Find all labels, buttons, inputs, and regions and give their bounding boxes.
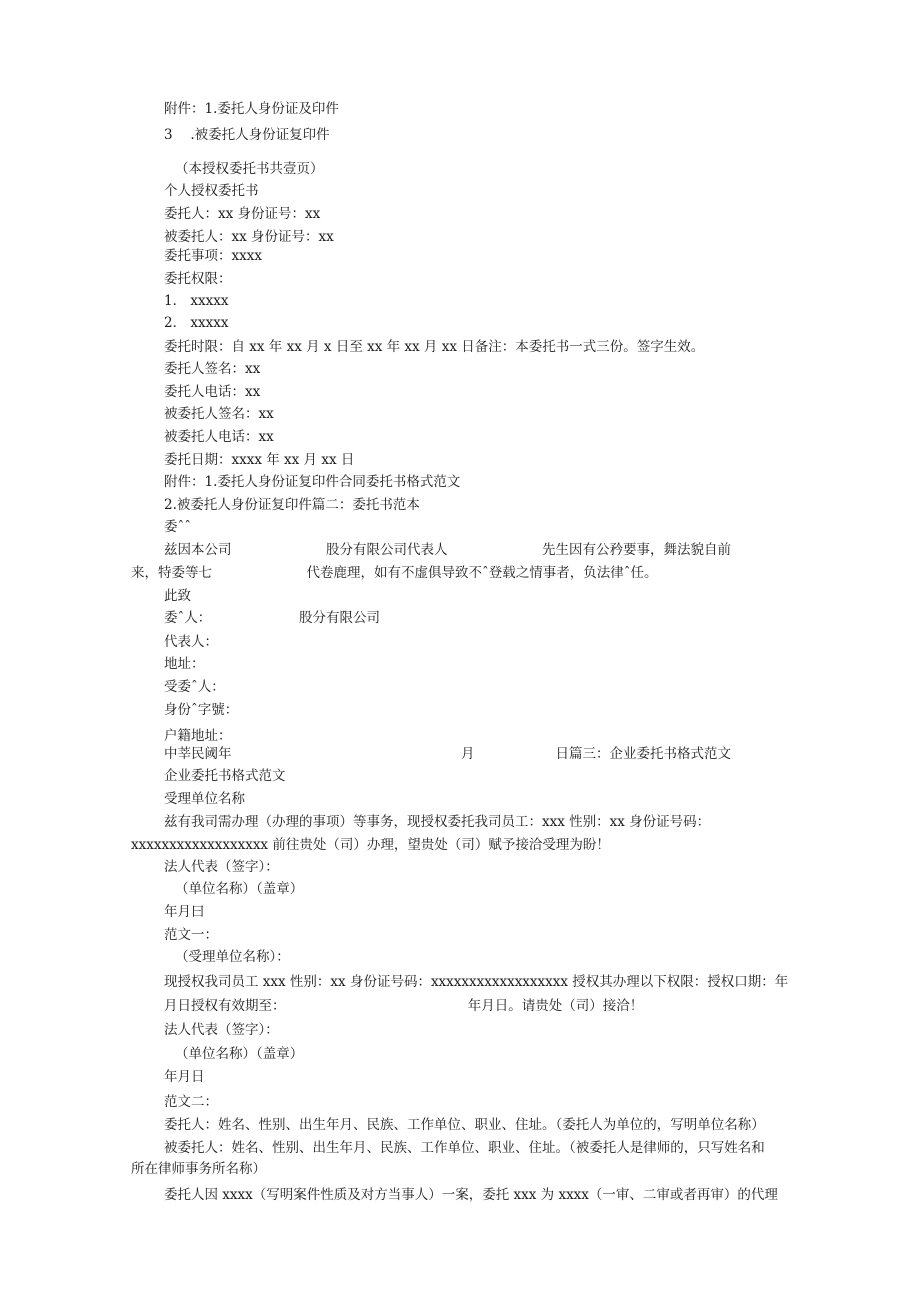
text-line: 被委托人电话：xx bbox=[164, 429, 274, 445]
text-line: xxxxxxxxxxxxxxxxxx 前往贵处（司）办理，望贵处（司）赋予接洽受理为盼！ bbox=[131, 837, 610, 853]
text-line: 委托人：xx 身份证号：xx bbox=[164, 206, 321, 222]
text-line: 月日授权有效期至： 年月日。请贵处（司）接洽！ bbox=[164, 998, 644, 1014]
text-line: 委托时限：自 xx 年 xx 月 x 日至 xx 年 xx 月 xx 日备注：本委托书一式三份。签字生效。 bbox=[164, 339, 705, 355]
text-line: 法人代表（签字）： bbox=[164, 859, 279, 875]
text-line: 2.被委托人身份证复印件篇二：委托书范本 bbox=[164, 497, 420, 513]
text-line: 1． xxxxx bbox=[164, 293, 229, 309]
text-line: 附件：1.委托人身份证复印件合同委托书格式范文 bbox=[164, 474, 461, 490]
text-line: （本授权委托书共壹页） bbox=[175, 161, 324, 177]
text-line: （受理单位名称）： bbox=[175, 949, 290, 965]
text-line: 委托权限： bbox=[164, 271, 232, 287]
text-line: 被委托人签名：xx bbox=[164, 406, 274, 422]
text-line: 个人授权委托书 bbox=[164, 183, 259, 199]
text-line: 兹因本公司 股分有限公司代表人 先生因有公矜要事，舞法貌自前 bbox=[164, 542, 731, 558]
text-line: 年月日 bbox=[164, 1069, 205, 1085]
text-line: 法人代表（签字）： bbox=[164, 1022, 279, 1038]
text-line: 现授权我司员工 xxx 性别：xx 身份证号码：xxxxxxxxxxxxxxxxxx 授权其办理以下权限：授权口期：年 bbox=[164, 974, 789, 990]
text-line: 委ˆˆ bbox=[164, 519, 191, 535]
text-line: 代表人： bbox=[164, 634, 218, 650]
text-line: 兹有我司需办理（办理的事项）等事务，现授权委托我司员工：xxx 性别：xx 身份证号码： bbox=[164, 814, 711, 830]
text-line: 身份ˆ字號： bbox=[164, 702, 239, 718]
text-line: 2． xxxxx bbox=[164, 315, 229, 331]
text-line: 地址： bbox=[164, 656, 205, 672]
text-line: 此致 bbox=[164, 588, 191, 604]
text-line: 被委托人：姓名、性别、出生年月、民族、工作单位、职业、住址。（被委托人是律师的，只写姓名和 bbox=[164, 1140, 765, 1156]
text-line: 3 .被委托人身份证复印件 bbox=[164, 127, 330, 143]
text-line: 委托人电话：xx bbox=[164, 384, 261, 400]
text-line: 委托事项：xxxx bbox=[164, 248, 262, 264]
text-line: 范文二： bbox=[164, 1094, 218, 1110]
text-line: 户籍地址： bbox=[164, 728, 232, 744]
text-line: 来，特委等七 代卷鹿理，如有不虚俱导致不ˆ登载之情事者，负法律ˆ任。 bbox=[131, 565, 658, 581]
text-line: 范文一： bbox=[164, 927, 218, 943]
text-line: 委托人：姓名、性别、出生年月、民族、工作单位、职业、住址。（委托人为单位的，写明单位名称） bbox=[164, 1117, 765, 1133]
text-line: 受理单位名称 bbox=[164, 791, 245, 807]
text-line: 中莘民阈年 月 日篇三：企业委托书格式范文 bbox=[164, 746, 731, 762]
text-line: 委托人因 xxxx（写明案件性质及对方当事人）一案，委托 xxx 为 xxxx（一审、二审或者再审）的代理 bbox=[164, 1187, 778, 1203]
text-line: 受委ˆ人： bbox=[164, 679, 225, 695]
text-line: （单位名称）（盖章） bbox=[175, 881, 304, 897]
text-line: 委ˆ人： 股分有限公司 bbox=[164, 610, 380, 626]
text-line: 委托日期：xxxx 年 xx 月 xx 日 bbox=[164, 452, 355, 468]
text-line: 被委托人：xx 身份证号：xx bbox=[164, 229, 334, 245]
text-line: （单位名称）（盖章） bbox=[175, 1046, 304, 1062]
text-line: 企业委托书格式范文 bbox=[164, 768, 286, 784]
text-line: 附件：1.委托人身份证及印件 bbox=[164, 101, 339, 117]
text-line: 所在律师事务所名称） bbox=[131, 1161, 266, 1177]
text-line: 年月曰 bbox=[164, 904, 205, 920]
text-line: 委托人签名：xx bbox=[164, 361, 261, 377]
